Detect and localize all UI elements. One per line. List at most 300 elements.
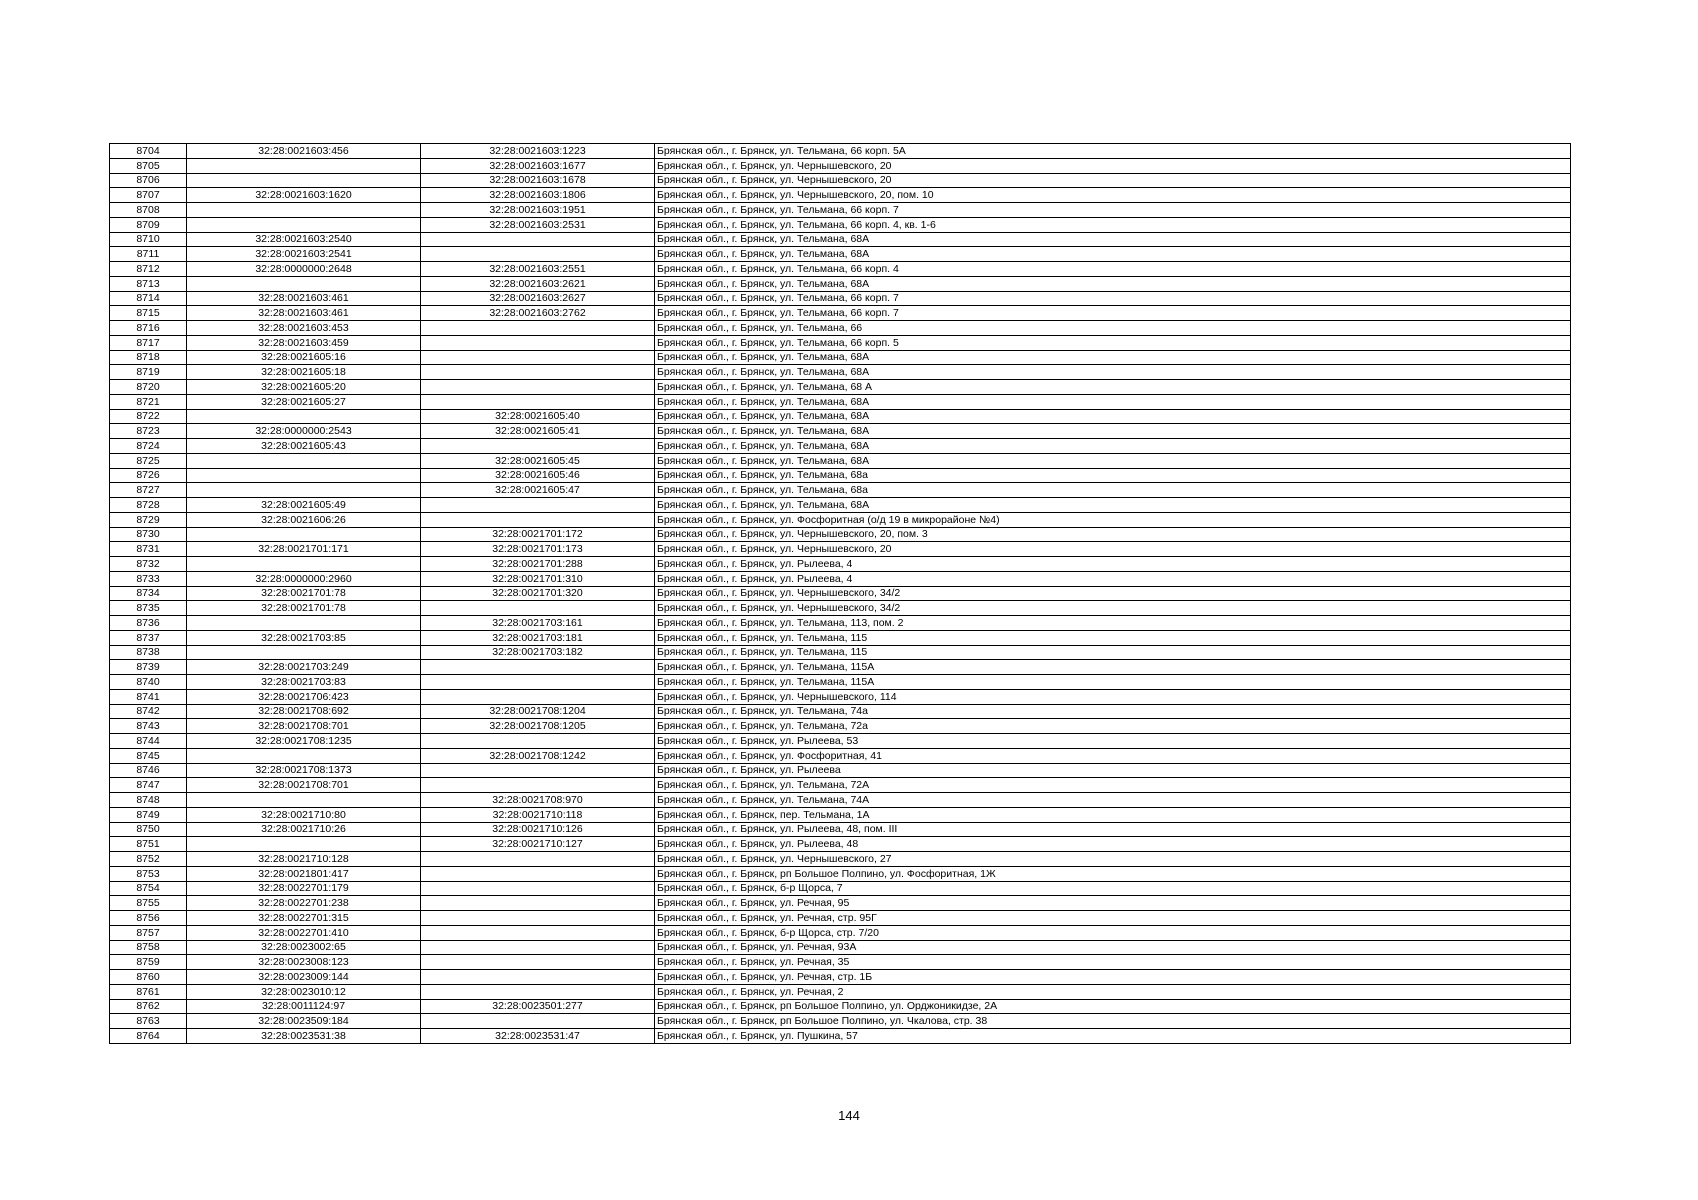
land-cadastral-number-cell: 32:28:0021603:456 bbox=[187, 144, 421, 159]
table-row bbox=[110, 542, 1571, 557]
address-cell: Брянская обл., г. Брянск, ул. Чернышевского, 114 bbox=[655, 689, 1571, 704]
address-cell: Брянская обл., г. Брянск, ул. Тельмана, 68А bbox=[655, 424, 1571, 439]
table-row bbox=[110, 999, 1571, 1014]
row-number-cell: 8739 bbox=[110, 660, 187, 675]
address-cell: Брянская обл., г. Брянск, ул. Чернышевского, 34/2 bbox=[655, 586, 1571, 601]
table-row bbox=[110, 453, 1571, 468]
address-cell: Брянская обл., г. Брянск, ул. Тельмана, 74А bbox=[655, 793, 1571, 808]
table-row bbox=[110, 527, 1571, 542]
table-row bbox=[110, 188, 1571, 203]
registry-table bbox=[109, 143, 1571, 1044]
land-cadastral-number-cell: 32:28:0021605:16 bbox=[187, 350, 421, 365]
table-row bbox=[110, 217, 1571, 232]
row-number-cell: 8705 bbox=[110, 158, 187, 173]
building-cadastral-number-cell: 32:28:0021603:1678 bbox=[421, 173, 655, 188]
land-cadastral-number-cell: 32:28:0022701:410 bbox=[187, 925, 421, 940]
land-cadastral-number-cell: 32:28:0021703:85 bbox=[187, 630, 421, 645]
land-cadastral-number-cell: 32:28:0021605:27 bbox=[187, 394, 421, 409]
row-number-cell: 8710 bbox=[110, 232, 187, 247]
row-number-cell: 8759 bbox=[110, 955, 187, 970]
address-cell: Брянская обл., г. Брянск, ул. Рылеева, 48 bbox=[655, 837, 1571, 852]
address-cell: Брянская обл., г. Брянск, ул. Чернышевского, 27 bbox=[655, 852, 1571, 867]
page-number: 144 bbox=[838, 1108, 860, 1123]
row-number-cell: 8763 bbox=[110, 1014, 187, 1029]
address-cell: Брянская обл., г. Брянск, ул. Тельмана, 68А bbox=[655, 439, 1571, 454]
building-cadastral-number-cell bbox=[421, 925, 655, 940]
address-cell: Брянская обл., г. Брянск, ул. Тельмана, 66 корп. 4, кв. 1-6 bbox=[655, 217, 1571, 232]
row-number-cell: 8748 bbox=[110, 793, 187, 808]
land-cadastral-number-cell: 32:28:0021603:2540 bbox=[187, 232, 421, 247]
land-cadastral-number-cell: 32:28:0021703:83 bbox=[187, 675, 421, 690]
building-cadastral-number-cell: 32:28:0021603:2621 bbox=[421, 276, 655, 291]
table-row bbox=[110, 822, 1571, 837]
building-cadastral-number-cell bbox=[421, 881, 655, 896]
address-cell: Брянская обл., г. Брянск, ул. Пушкина, 57 bbox=[655, 1029, 1571, 1044]
land-cadastral-number-cell: 32:28:0000000:2648 bbox=[187, 262, 421, 277]
table-row bbox=[110, 439, 1571, 454]
table-row bbox=[110, 306, 1571, 321]
table-row bbox=[110, 630, 1571, 645]
table-row bbox=[110, 380, 1571, 395]
land-cadastral-number-cell bbox=[187, 483, 421, 498]
building-cadastral-number-cell: 32:28:0021603:1806 bbox=[421, 188, 655, 203]
land-cadastral-number-cell bbox=[187, 276, 421, 291]
land-cadastral-number-cell bbox=[187, 616, 421, 631]
address-cell: Брянская обл., г. Брянск, ул. Чернышевского, 20, пом. 3 bbox=[655, 527, 1571, 542]
address-cell: Брянская обл., г. Брянск, ул. Тельмана, 68А bbox=[655, 232, 1571, 247]
table-row bbox=[110, 616, 1571, 631]
land-cadastral-number-cell: 32:28:0021708:701 bbox=[187, 719, 421, 734]
land-cadastral-number-cell: 32:28:0021801:417 bbox=[187, 866, 421, 881]
building-cadastral-number-cell: 32:28:0021603:2551 bbox=[421, 262, 655, 277]
address-cell: Брянская обл., г. Брянск, ул. Речная, 93А bbox=[655, 940, 1571, 955]
table-row bbox=[110, 276, 1571, 291]
row-number-cell: 8721 bbox=[110, 394, 187, 409]
row-number-cell: 8734 bbox=[110, 586, 187, 601]
table-row bbox=[110, 748, 1571, 763]
table-row bbox=[110, 896, 1571, 911]
row-number-cell: 8728 bbox=[110, 498, 187, 513]
table-row bbox=[110, 793, 1571, 808]
address-cell: Брянская обл., г. Брянск, ул. Тельмана, 72А bbox=[655, 778, 1571, 793]
address-cell: Брянская обл., г. Брянск, ул. Тельмана, 68А bbox=[655, 409, 1571, 424]
row-number-cell: 8740 bbox=[110, 675, 187, 690]
row-number-cell: 8706 bbox=[110, 173, 187, 188]
row-number-cell: 8722 bbox=[110, 409, 187, 424]
land-cadastral-number-cell: 32:28:0021708:1235 bbox=[187, 734, 421, 749]
row-number-cell: 8708 bbox=[110, 203, 187, 218]
table-row bbox=[110, 660, 1571, 675]
land-cadastral-number-cell bbox=[187, 217, 421, 232]
building-cadastral-number-cell bbox=[421, 321, 655, 336]
table-row bbox=[110, 262, 1571, 277]
address-cell: Брянская обл., г. Брянск, ул. Тельмана, 68А bbox=[655, 247, 1571, 262]
building-cadastral-number-cell: 32:28:0021605:45 bbox=[421, 453, 655, 468]
land-cadastral-number-cell: 32:28:0000000:2543 bbox=[187, 424, 421, 439]
row-number-cell: 8717 bbox=[110, 335, 187, 350]
address-cell: Брянская обл., г. Брянск, ул. Чернышевского, 20 bbox=[655, 158, 1571, 173]
building-cadastral-number-cell bbox=[421, 1014, 655, 1029]
building-cadastral-number-cell: 32:28:0021708:1204 bbox=[421, 704, 655, 719]
building-cadastral-number-cell bbox=[421, 689, 655, 704]
building-cadastral-number-cell bbox=[421, 970, 655, 985]
address-cell: Брянская обл., г. Брянск, рп Большое Полпино, ул. Орджоникидзе, 2А bbox=[655, 999, 1571, 1014]
land-cadastral-number-cell bbox=[187, 527, 421, 542]
building-cadastral-number-cell bbox=[421, 675, 655, 690]
table-row bbox=[110, 675, 1571, 690]
land-cadastral-number-cell bbox=[187, 793, 421, 808]
table-row bbox=[110, 778, 1571, 793]
land-cadastral-number-cell: 32:28:0021605:18 bbox=[187, 365, 421, 380]
row-number-cell: 8726 bbox=[110, 468, 187, 483]
row-number-cell: 8707 bbox=[110, 188, 187, 203]
building-cadastral-number-cell: 32:28:0021603:2531 bbox=[421, 217, 655, 232]
table-row bbox=[110, 970, 1571, 985]
row-number-cell: 8712 bbox=[110, 262, 187, 277]
row-number-cell: 8732 bbox=[110, 557, 187, 572]
row-number-cell: 8715 bbox=[110, 306, 187, 321]
address-cell: Брянская обл., г. Брянск, ул. Чернышевского, 20 bbox=[655, 173, 1571, 188]
address-cell: Брянская обл., г. Брянск, ул. Тельмана, 66 корп. 7 bbox=[655, 306, 1571, 321]
table-row bbox=[110, 365, 1571, 380]
table-row bbox=[110, 1029, 1571, 1044]
address-cell: Брянская обл., г. Брянск, ул. Рылеева, 53 bbox=[655, 734, 1571, 749]
land-cadastral-number-cell: 32:28:0021603:461 bbox=[187, 291, 421, 306]
table-row bbox=[110, 291, 1571, 306]
building-cadastral-number-cell: 32:28:0021701:310 bbox=[421, 571, 655, 586]
address-cell: Брянская обл., г. Брянск, ул. Тельмана, 68А bbox=[655, 365, 1571, 380]
row-number-cell: 8747 bbox=[110, 778, 187, 793]
table-row bbox=[110, 203, 1571, 218]
building-cadastral-number-cell: 32:28:0023531:47 bbox=[421, 1029, 655, 1044]
address-cell: Брянская обл., г. Брянск, ул. Тельмана, 66 корп. 5 bbox=[655, 335, 1571, 350]
building-cadastral-number-cell: 32:28:0021603:1951 bbox=[421, 203, 655, 218]
row-number-cell: 8743 bbox=[110, 719, 187, 734]
address-cell: Брянская обл., г. Брянск, ул. Речная, стр. 1Б bbox=[655, 970, 1571, 985]
land-cadastral-number-cell: 32:28:0021708:692 bbox=[187, 704, 421, 719]
table-row bbox=[110, 512, 1571, 527]
address-cell: Брянская обл., г. Брянск, ул. Тельмана, 68а bbox=[655, 483, 1571, 498]
land-cadastral-number-cell: 32:28:0021605:49 bbox=[187, 498, 421, 513]
row-number-cell: 8738 bbox=[110, 645, 187, 660]
table-row bbox=[110, 350, 1571, 365]
building-cadastral-number-cell: 32:28:0021708:970 bbox=[421, 793, 655, 808]
address-cell: Брянская обл., г. Брянск, б-р Щорса, стр. 7/20 bbox=[655, 925, 1571, 940]
address-cell: Брянская обл., г. Брянск, рп Большое Полпино, ул. Чкалова, стр. 38 bbox=[655, 1014, 1571, 1029]
building-cadastral-number-cell: 32:28:0021603:1677 bbox=[421, 158, 655, 173]
land-cadastral-number-cell: 32:28:0022701:315 bbox=[187, 911, 421, 926]
building-cadastral-number-cell: 32:28:0021605:40 bbox=[421, 409, 655, 424]
row-number-cell: 8757 bbox=[110, 925, 187, 940]
land-cadastral-number-cell: 32:28:0023002:65 bbox=[187, 940, 421, 955]
building-cadastral-number-cell: 32:28:0023501:277 bbox=[421, 999, 655, 1014]
row-number-cell: 8713 bbox=[110, 276, 187, 291]
table-row bbox=[110, 807, 1571, 822]
address-cell: Брянская обл., г. Брянск, ул. Тельмана, 66 корп. 4 bbox=[655, 262, 1571, 277]
table-row bbox=[110, 837, 1571, 852]
row-number-cell: 8716 bbox=[110, 321, 187, 336]
building-cadastral-number-cell: 32:28:0021710:118 bbox=[421, 807, 655, 822]
table-row bbox=[110, 335, 1571, 350]
address-cell: Брянская обл., г. Брянск, ул. Чернышевского, 20, пом. 10 bbox=[655, 188, 1571, 203]
table-row bbox=[110, 881, 1571, 896]
address-cell: Брянская обл., г. Брянск, ул. Тельмана, 72а bbox=[655, 719, 1571, 734]
land-cadastral-number-cell: 32:28:0022701:179 bbox=[187, 881, 421, 896]
row-number-cell: 8723 bbox=[110, 424, 187, 439]
land-cadastral-number-cell: 32:28:0021710:80 bbox=[187, 807, 421, 822]
building-cadastral-number-cell: 32:28:0021605:46 bbox=[421, 468, 655, 483]
land-cadastral-number-cell: 32:28:0021603:453 bbox=[187, 321, 421, 336]
building-cadastral-number-cell: 32:28:0021710:127 bbox=[421, 837, 655, 852]
row-number-cell: 8751 bbox=[110, 837, 187, 852]
row-number-cell: 8727 bbox=[110, 483, 187, 498]
table-row bbox=[110, 468, 1571, 483]
building-cadastral-number-cell: 32:28:0021701:172 bbox=[421, 527, 655, 542]
row-number-cell: 8745 bbox=[110, 748, 187, 763]
table-row bbox=[110, 911, 1571, 926]
land-cadastral-number-cell: 32:28:0021606:26 bbox=[187, 512, 421, 527]
building-cadastral-number-cell bbox=[421, 763, 655, 778]
row-number-cell: 8756 bbox=[110, 911, 187, 926]
address-cell: Брянская обл., г. Брянск, ул. Тельмана, 68А bbox=[655, 453, 1571, 468]
row-number-cell: 8709 bbox=[110, 217, 187, 232]
row-number-cell: 8752 bbox=[110, 852, 187, 867]
row-number-cell: 8764 bbox=[110, 1029, 187, 1044]
table-row bbox=[110, 925, 1571, 940]
row-number-cell: 8753 bbox=[110, 866, 187, 881]
address-cell: Брянская обл., г. Брянск, ул. Тельмана, 66 bbox=[655, 321, 1571, 336]
address-cell: Брянская обл., г. Брянск, ул. Фосфоритная, 41 bbox=[655, 748, 1571, 763]
building-cadastral-number-cell: 32:28:0021603:2627 bbox=[421, 291, 655, 306]
building-cadastral-number-cell: 32:28:0021703:161 bbox=[421, 616, 655, 631]
address-cell: Брянская обл., г. Брянск, б-р Щорса, 7 bbox=[655, 881, 1571, 896]
address-cell: Брянская обл., г. Брянск, ул. Тельмана, 115 bbox=[655, 645, 1571, 660]
building-cadastral-number-cell bbox=[421, 335, 655, 350]
land-cadastral-number-cell bbox=[187, 158, 421, 173]
address-cell: Брянская обл., г. Брянск, ул. Рылеева, 4 bbox=[655, 557, 1571, 572]
address-cell: Брянская обл., г. Брянск, ул. Тельмана, 68А bbox=[655, 498, 1571, 513]
building-cadastral-number-cell bbox=[421, 247, 655, 262]
row-number-cell: 8755 bbox=[110, 896, 187, 911]
land-cadastral-number-cell: 32:28:0021701:171 bbox=[187, 542, 421, 557]
building-cadastral-number-cell bbox=[421, 940, 655, 955]
row-number-cell: 8719 bbox=[110, 365, 187, 380]
land-cadastral-number-cell: 32:28:0021701:78 bbox=[187, 586, 421, 601]
address-cell: Брянская обл., г. Брянск, рп Большое Полпино, ул. Фосфоритная, 1Ж bbox=[655, 866, 1571, 881]
address-cell: Брянская обл., г. Брянск, ул. Тельмана, 68 А bbox=[655, 380, 1571, 395]
building-cadastral-number-cell bbox=[421, 232, 655, 247]
building-cadastral-number-cell bbox=[421, 778, 655, 793]
building-cadastral-number-cell: 32:28:0021701:288 bbox=[421, 557, 655, 572]
building-cadastral-number-cell bbox=[421, 380, 655, 395]
table-row bbox=[110, 763, 1571, 778]
row-number-cell: 8749 bbox=[110, 807, 187, 822]
row-number-cell: 8750 bbox=[110, 822, 187, 837]
table-row bbox=[110, 704, 1571, 719]
land-cadastral-number-cell: 32:28:0011124:97 bbox=[187, 999, 421, 1014]
address-cell: Брянская обл., г. Брянск, ул. Тельмана, 68А bbox=[655, 350, 1571, 365]
address-cell: Брянская обл., г. Брянск, ул. Тельмана, 115А bbox=[655, 660, 1571, 675]
row-number-cell: 8741 bbox=[110, 689, 187, 704]
row-number-cell: 8736 bbox=[110, 616, 187, 631]
land-cadastral-number-cell bbox=[187, 557, 421, 572]
land-cadastral-number-cell: 32:28:0021603:2541 bbox=[187, 247, 421, 262]
building-cadastral-number-cell bbox=[421, 394, 655, 409]
row-number-cell: 8762 bbox=[110, 999, 187, 1014]
table-row bbox=[110, 394, 1571, 409]
land-cadastral-number-cell: 32:28:0023531:38 bbox=[187, 1029, 421, 1044]
address-cell: Брянская обл., г. Брянск, ул. Рылеева bbox=[655, 763, 1571, 778]
table-row bbox=[110, 321, 1571, 336]
row-number-cell: 8725 bbox=[110, 453, 187, 468]
row-number-cell: 8731 bbox=[110, 542, 187, 557]
address-cell: Брянская обл., г. Брянск, ул. Тельмана, 66 корп. 7 bbox=[655, 291, 1571, 306]
table-row bbox=[110, 571, 1571, 586]
building-cadastral-number-cell: 32:28:0021701:173 bbox=[421, 542, 655, 557]
address-cell: Брянская обл., г. Брянск, ул. Рылеева, 4 bbox=[655, 571, 1571, 586]
building-cadastral-number-cell bbox=[421, 734, 655, 749]
building-cadastral-number-cell bbox=[421, 955, 655, 970]
land-cadastral-number-cell bbox=[187, 468, 421, 483]
address-cell: Брянская обл., г. Брянск, ул. Чернышевского, 34/2 bbox=[655, 601, 1571, 616]
building-cadastral-number-cell bbox=[421, 498, 655, 513]
row-number-cell: 8724 bbox=[110, 439, 187, 454]
land-cadastral-number-cell: 32:28:0023010:12 bbox=[187, 984, 421, 999]
land-cadastral-number-cell: 32:28:0023008:123 bbox=[187, 955, 421, 970]
table-row bbox=[110, 173, 1571, 188]
land-cadastral-number-cell: 32:28:0021708:1373 bbox=[187, 763, 421, 778]
building-cadastral-number-cell bbox=[421, 439, 655, 454]
building-cadastral-number-cell: 32:28:0021603:1223 bbox=[421, 144, 655, 159]
land-cadastral-number-cell: 32:28:0021710:26 bbox=[187, 822, 421, 837]
building-cadastral-number-cell bbox=[421, 512, 655, 527]
table-row bbox=[110, 1014, 1571, 1029]
land-cadastral-number-cell bbox=[187, 645, 421, 660]
building-cadastral-number-cell bbox=[421, 660, 655, 675]
row-number-cell: 8742 bbox=[110, 704, 187, 719]
land-cadastral-number-cell: 32:28:0021703:249 bbox=[187, 660, 421, 675]
table-row bbox=[110, 498, 1571, 513]
address-cell: Брянская обл., г. Брянск, ул. Чернышевского, 20 bbox=[655, 542, 1571, 557]
row-number-cell: 8746 bbox=[110, 763, 187, 778]
address-cell: Брянская обл., г. Брянск, ул. Тельмана, 115 bbox=[655, 630, 1571, 645]
land-cadastral-number-cell: 32:28:0023009:144 bbox=[187, 970, 421, 985]
row-number-cell: 8730 bbox=[110, 527, 187, 542]
building-cadastral-number-cell: 32:28:0021708:1205 bbox=[421, 719, 655, 734]
row-number-cell: 8758 bbox=[110, 940, 187, 955]
address-cell: Брянская обл., г. Брянск, ул. Речная, 2 bbox=[655, 984, 1571, 999]
land-cadastral-number-cell: 32:28:0021603:461 bbox=[187, 306, 421, 321]
table-row bbox=[110, 734, 1571, 749]
land-cadastral-number-cell bbox=[187, 409, 421, 424]
row-number-cell: 8735 bbox=[110, 601, 187, 616]
address-cell: Брянская обл., г. Брянск, ул. Тельмана, 66 корп. 7 bbox=[655, 203, 1571, 218]
land-cadastral-number-cell: 32:28:0021710:128 bbox=[187, 852, 421, 867]
address-cell: Брянская обл., г. Брянск, ул. Тельмана, 115А bbox=[655, 675, 1571, 690]
table-row bbox=[110, 247, 1571, 262]
land-cadastral-number-cell bbox=[187, 173, 421, 188]
building-cadastral-number-cell bbox=[421, 896, 655, 911]
row-number-cell: 8714 bbox=[110, 291, 187, 306]
registry-table-body bbox=[110, 144, 1571, 1044]
land-cadastral-number-cell: 32:28:0021605:20 bbox=[187, 380, 421, 395]
row-number-cell: 8761 bbox=[110, 984, 187, 999]
land-cadastral-number-cell: 32:28:0023509:184 bbox=[187, 1014, 421, 1029]
building-cadastral-number-cell bbox=[421, 365, 655, 380]
building-cadastral-number-cell bbox=[421, 852, 655, 867]
building-cadastral-number-cell: 32:28:0021701:320 bbox=[421, 586, 655, 601]
building-cadastral-number-cell bbox=[421, 601, 655, 616]
row-number-cell: 8733 bbox=[110, 571, 187, 586]
table-row bbox=[110, 424, 1571, 439]
table-row bbox=[110, 689, 1571, 704]
table-row bbox=[110, 557, 1571, 572]
table-row bbox=[110, 409, 1571, 424]
table-row bbox=[110, 719, 1571, 734]
building-cadastral-number-cell: 32:28:0021605:47 bbox=[421, 483, 655, 498]
building-cadastral-number-cell bbox=[421, 911, 655, 926]
land-cadastral-number-cell bbox=[187, 748, 421, 763]
land-cadastral-number-cell: 32:28:0021708:701 bbox=[187, 778, 421, 793]
address-cell: Брянская обл., г. Брянск, ул. Речная, 95 bbox=[655, 896, 1571, 911]
table-row bbox=[110, 940, 1571, 955]
table-row bbox=[110, 645, 1571, 660]
row-number-cell: 8720 bbox=[110, 380, 187, 395]
address-cell: Брянская обл., г. Брянск, ул. Тельмана, 113, пом. 2 bbox=[655, 616, 1571, 631]
address-cell: Брянская обл., г. Брянск, ул. Тельмана, 74а bbox=[655, 704, 1571, 719]
building-cadastral-number-cell: 32:28:0021603:2762 bbox=[421, 306, 655, 321]
address-cell: Брянская обл., г. Брянск, ул. Речная, стр. 95Г bbox=[655, 911, 1571, 926]
land-cadastral-number-cell: 32:28:0021701:78 bbox=[187, 601, 421, 616]
address-cell: Брянская обл., г. Брянск, ул. Тельмана, 68А bbox=[655, 276, 1571, 291]
land-cadastral-number-cell: 32:28:0022701:238 bbox=[187, 896, 421, 911]
table-row bbox=[110, 144, 1571, 159]
table-row bbox=[110, 158, 1571, 173]
address-cell: Брянская обл., г. Брянск, ул. Тельмана, 68А bbox=[655, 394, 1571, 409]
table-row bbox=[110, 483, 1571, 498]
building-cadastral-number-cell: 32:28:0021703:182 bbox=[421, 645, 655, 660]
row-number-cell: 8711 bbox=[110, 247, 187, 262]
address-cell: Брянская обл., г. Брянск, пер. Тельмана, 1А bbox=[655, 807, 1571, 822]
building-cadastral-number-cell: 32:28:0021708:1242 bbox=[421, 748, 655, 763]
table-row bbox=[110, 955, 1571, 970]
building-cadastral-number-cell: 32:28:0021605:41 bbox=[421, 424, 655, 439]
land-cadastral-number-cell: 32:28:0021605:43 bbox=[187, 439, 421, 454]
address-cell: Брянская обл., г. Брянск, ул. Тельмана, 68а bbox=[655, 468, 1571, 483]
row-number-cell: 8744 bbox=[110, 734, 187, 749]
building-cadastral-number-cell: 32:28:0021710:126 bbox=[421, 822, 655, 837]
building-cadastral-number-cell bbox=[421, 866, 655, 881]
building-cadastral-number-cell: 32:28:0021703:181 bbox=[421, 630, 655, 645]
address-cell: Брянская обл., г. Брянск, ул. Фосфоритная (о/д 19 в микрорайоне №4) bbox=[655, 512, 1571, 527]
row-number-cell: 8754 bbox=[110, 881, 187, 896]
table-row bbox=[110, 586, 1571, 601]
land-cadastral-number-cell: 32:28:0021706:423 bbox=[187, 689, 421, 704]
building-cadastral-number-cell bbox=[421, 984, 655, 999]
address-cell: Брянская обл., г. Брянск, ул. Тельмана, 66 корп. 5А bbox=[655, 144, 1571, 159]
row-number-cell: 8737 bbox=[110, 630, 187, 645]
row-number-cell: 8729 bbox=[110, 512, 187, 527]
land-cadastral-number-cell: 32:28:0021603:459 bbox=[187, 335, 421, 350]
table-row bbox=[110, 601, 1571, 616]
land-cadastral-number-cell bbox=[187, 453, 421, 468]
table-row bbox=[110, 852, 1571, 867]
land-cadastral-number-cell bbox=[187, 203, 421, 218]
address-cell: Брянская обл., г. Брянск, ул. Рылеева, 48, пом. III bbox=[655, 822, 1571, 837]
row-number-cell: 8704 bbox=[110, 144, 187, 159]
land-cadastral-number-cell bbox=[187, 837, 421, 852]
address-cell: Брянская обл., г. Брянск, ул. Речная, 35 bbox=[655, 955, 1571, 970]
